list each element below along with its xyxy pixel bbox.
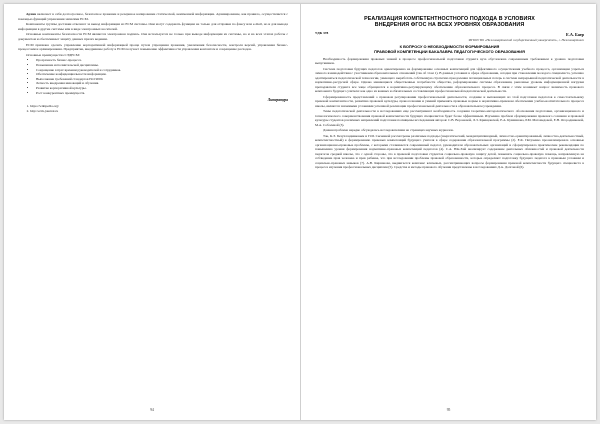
paragraph: Основные компоненты безопасности ECM являются электронная подпись. Она используется не только при выводе информации из системы, но и на всех этапах работы с документом и обеспечивает защиту данных при их ведении. xyxy=(18,32,288,41)
article-title-line: ПРАВОВОЙ КОМПЕТЕНЦИИ БАКАЛАВРА ПЕДАГОГИЧЕСКОГО ОБРАЗОВАНИЯ xyxy=(374,49,525,55)
conference-title-line: ВНЕДРЕНИЯ ФГОС НА ВСЕХ УРОВНЯХ ОБРАЗОВАНИЯ xyxy=(374,22,525,29)
paragraph: Данная проблема нередко обсуждалась исследователями на страницах научных журналов. xyxy=(323,128,454,133)
udk-code: УДК 378 xyxy=(315,31,329,36)
paragraph: Так, К.Э. Безухлаздниковым и Г.Ш. Сычиевой рассмотрены различные подходы (энергетический, междисциплинарный, личностно-ориентированный, личностно-деятельностный, компетентностный) к формированию правовых компетенций будущего учителя в сфере содержания образовательной программы (2). Е.К. Петрченко проанализировала основные организационно-правовые проблемы, с которыми сталкивается современный педагог, руководители образовательных организаций и сформулировала практические рекомендации по повышению уровня формирования нормативно-правовых компетенций педагогов (4). С.А. Юн-Хай анализирует содержание деятельных обязанностей и правовой деятельности педагогов средней школы, что с одной стороны, что в правовой подготовки студентов социально-правовую защиту детей, повышать социально-правовую помощь, направленную на соблюдение прав человека и прав ребенка, что при исследовании проблемы правовой образованности, которые определяют подготовку будущего педагога к правовым условиям и социально-правовых навыков (7). А.В. Кирнанова, выдвигается комплекс ключевых, рассматривающих вопросы формирования правовой компетентности будущего специалиста в процессе изучения профессиональных дисциплин (5). Средства и методы правового обучения представлены в исследованиях Д.А. Долговой (6). xyxy=(315,133,584,170)
left-page xyxy=(4,4,301,420)
list-item: • Сокращение затрат времени руководителей и сотрудников. xyxy=(36,68,288,73)
article-title-line: К ВОПРОСУ О НЕОБХОДИМОСТИ ФОРМИРОВАНИЯ xyxy=(399,44,500,50)
list-item: • Рост конкурентных преимуществ. xyxy=(36,91,288,96)
paragraph: Сформированность представлений о правовом регулировании профессиональной деятельности, создание и вытекающих из этой подготовки педагогов к самостоятельному правовой компетентности, развитию правовой культуры, правосознания и умений применять правовые нормы в нормативно-правовом обеспечении учебно-воспитательного процесса школы, являются значимыми условиями успешной реализации профессиональной деятельности в образовательном учреждении. xyxy=(315,94,584,108)
author-affiliation: ФГБОУ ВО «Нижневартовский государственный университет», г. Нижневартовск xyxy=(468,38,584,43)
paragraph: Основные преимущества СЭДЕСМ: xyxy=(26,52,80,57)
paragraph: ECM призвана сделать управление корпоративной информацией проще путем упрощения хранения, увеличения безопасности, контроля версий, управления бизнес-процессами и архивирования. Предприятие, внедрившее работу в ECM получает повышение эффективности управления контентом и сокращение расходов. xyxy=(18,42,288,52)
list-item: • Прозрачность бизнес-процесса. xyxy=(36,58,288,63)
reference-link[interactable]: 2. http://ecm-journal.ru xyxy=(30,109,288,114)
author-name: Е.А. Баер xyxy=(565,32,584,38)
paragraph: Компоненты группы доставки отвечают за вывод информации из ECM системы. Они могут содержать функции не только для отправки по факсу или e-mail, но и для вывода информации в другие системы или в виде электронных носителей. xyxy=(18,22,288,31)
page-number: 94 xyxy=(150,408,154,412)
list-item: • Обеспечение конфиденциальности информации. xyxy=(36,72,288,77)
term-bold: Архив xyxy=(26,12,37,16)
paragraph: Система подготовки будущих педагогов ориентирована на формирование основных компетенций для эффективного осуществления учебного процесса, организации учреться личного взаимодействия с участниками образовательных отношений (так об этом 1). В данных условиях в сфере образования, сегодня при становлении молодого специалиста, успешно адаптироваться педагогической технологии, умеющего выработать собственную стратегию преодоления потенциальных потерь в системе непрерывной педагогической деятельности в нормативно-ресурсной сфере. Однако меняющиеся общественные потребности общества, реформирование системы образования, рыночные уровень информационной нагрузки преподавателя студента все чаще обращаются к нормативно-регулирующему обеспечению образовательного процесса. В связи с этим возникает вопрос значимость правового компонента будущего учителя: как одно из важных и обязательных составляющих профессиональной педагогической деятельности. xyxy=(315,66,584,94)
list-item: • Выполнение требований стандартов ISO 9000. xyxy=(36,77,288,82)
list-item: • Легкость внедрения инноваций и обучения. xyxy=(36,81,288,86)
right-page xyxy=(301,4,596,420)
book-spread xyxy=(4,4,596,420)
literature-heading: Литература xyxy=(267,98,288,103)
reference-link[interactable]: 1. https://wikipedia.org/ xyxy=(30,104,288,109)
paragraph: Темы педагогической деятельности в исследованиях еще рассматривают необходимость создания теоретико-методологического обоснования подготовки, организационного и технологического совершенствования правовой компетентности будущих специалистов будет более эффективным. Изучению проблем сформирования правового сознания и правовой культуры студентов различных направлений подготовки посвящены исследования авторов: С.В. Вороновой, Л.З. Кривцовской, Е.А. Кувшинова, Р.М. Магомедовой, Е.Н. Огородниковой, М.А. Соболевой (3). xyxy=(315,109,584,127)
references-list xyxy=(30,104,288,113)
conference-title-line: РЕАЛИЗАЦИЯ КОМПЕТЕНТНОСТНОГО ПОДХОДА В УСЛОВИЯХ xyxy=(364,16,535,22)
advantages-list xyxy=(36,58,288,95)
list-item: • Развитие корпоративной культуры. xyxy=(36,86,288,91)
list-item: • Повышение исполнительской дисциплины. xyxy=(36,63,288,68)
article-title xyxy=(315,45,584,54)
conference-title xyxy=(315,16,584,28)
paragraph: Необходимость формирования правовых знаний в процессе профессиональной подготовки студента вуза обусловлена современным требованием к уровню подготовки выпускников. xyxy=(315,56,584,66)
right-page-content xyxy=(315,12,584,398)
page-number: 95 xyxy=(446,408,451,412)
left-page-content xyxy=(18,12,288,398)
paragraph xyxy=(18,12,288,21)
paragraph-text: включает в себя долгосрочное, безопасное хранение и резервное копирование статической, неизменной информации. Архивирование, как правило, осуществляется с помощью функций управления записями ECM. xyxy=(18,12,288,21)
